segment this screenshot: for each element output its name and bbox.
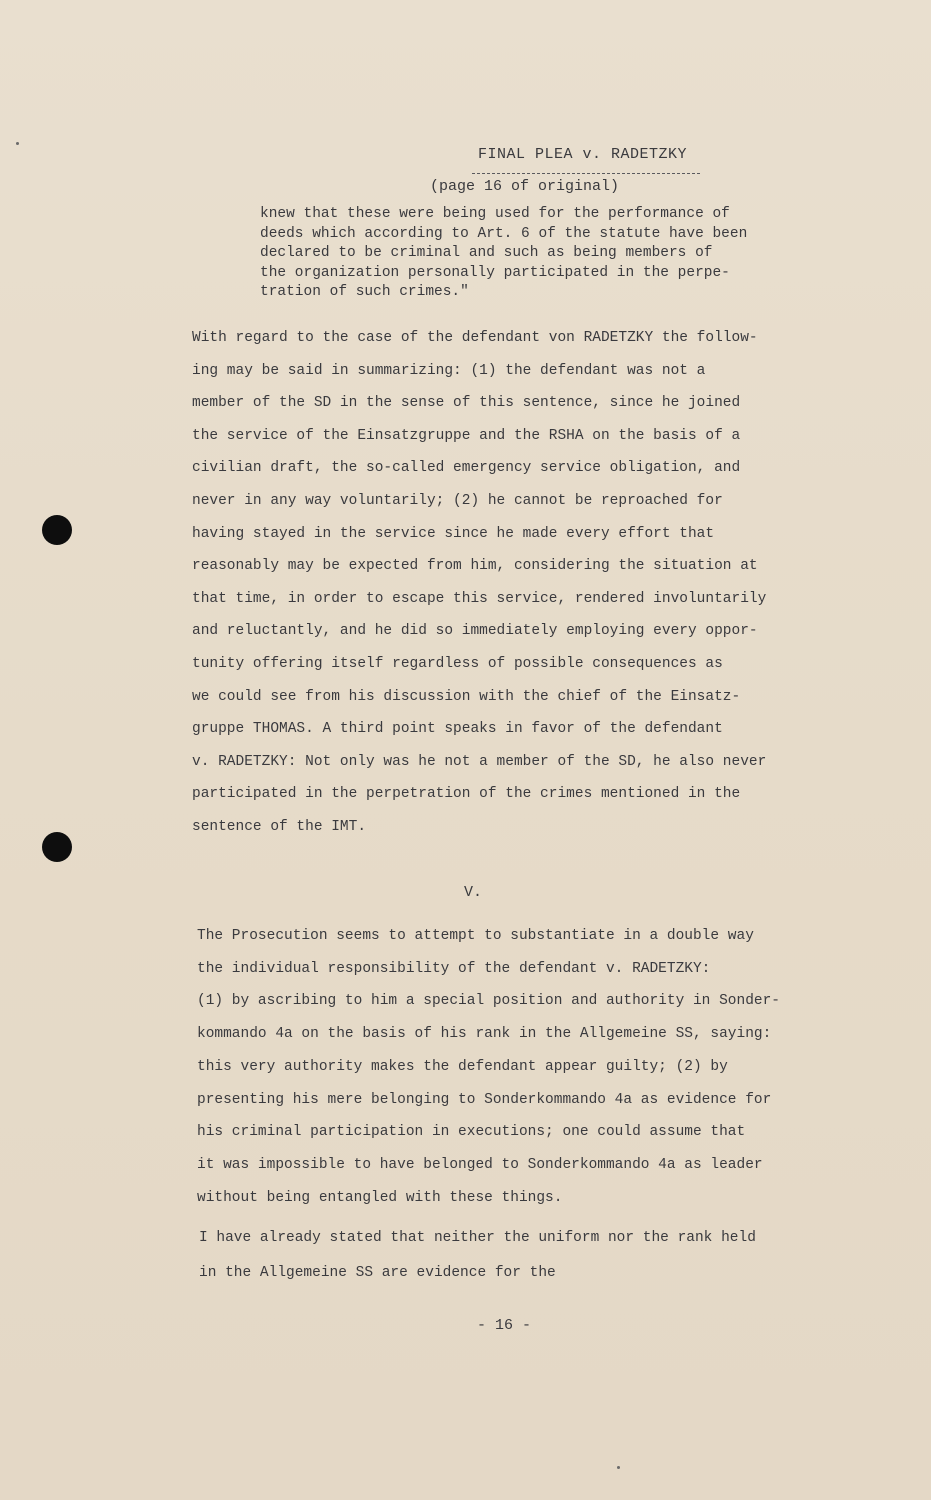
title-underline: [472, 173, 700, 174]
section-number: V.: [464, 884, 483, 901]
text-line: in the Allgemeine SS are evidence for the: [199, 1265, 556, 1281]
text-line: gruppe THOMAS. A third point speaks in favor of the defendant: [192, 721, 723, 738]
text-line: the service of the Einsatzgruppe and the RSHA on the basis of a: [192, 427, 741, 444]
text-line: (1) by ascribing to him a special position and authority in Sonder-: [197, 993, 780, 1010]
text-line: civilian draft, the so-called emergency service obligation, and: [192, 460, 741, 477]
text-line: tunity offering itself regardless of possible consequences as: [192, 655, 723, 672]
text-line: the individual responsibility of the defendant v. RADETZKY:: [197, 960, 711, 977]
text-line: member of the SD in the sense of this sentence, since he joined: [192, 395, 741, 412]
text-line: ing may be said in summarizing: (1) the defendant was not a: [192, 362, 706, 379]
quoted-passage: [260, 205, 820, 303]
text-line: kommando 4a on the basis of his rank in the Allgemeine SS, saying:: [197, 1026, 772, 1043]
page-number: - 16 -: [477, 1317, 532, 1334]
text-line: his criminal participation in executions; one could assume that: [197, 1124, 746, 1141]
paragraph-summary: [192, 322, 766, 844]
punch-hole-upper: [42, 515, 72, 545]
text-line: sentence of the IMT.: [192, 818, 367, 835]
paragraph-uniform: [199, 1221, 756, 1291]
text-line: With regard to the case of the defendant von RADETZKY the follow-: [192, 330, 758, 346]
paper-speck: [16, 142, 19, 145]
paragraph-prosecution: [197, 920, 780, 1214]
punch-hole-lower: [42, 832, 72, 862]
text-line: presenting his mere belonging to Sonderkommando 4a as evidence for: [197, 1091, 772, 1108]
text-line: v. RADETZKY: Not only was he not a member of the SD, he also never: [192, 753, 767, 770]
text-line: it was impossible to have belonged to Sonderkommando 4a as leader: [197, 1156, 763, 1173]
text-line: never in any way voluntarily; (2) he cannot be reproached for: [192, 492, 723, 509]
text-line: I have already stated that neither the uniform nor the rank held: [199, 1230, 756, 1246]
paper-speck: [617, 1466, 620, 1469]
text-line: having stayed in the service since he made every effort that: [192, 525, 715, 542]
text-line: this very authority makes the defendant appear guilty; (2) by: [197, 1058, 728, 1075]
text-line: participated in the perpetration of the crimes mentioned in the: [192, 786, 741, 803]
text-line: deeds which according to Art. 6 of the statute have been: [260, 225, 748, 242]
text-line: we could see from his discussion with the chief of the Einsatz-: [192, 688, 741, 705]
text-line: and reluctantly, and he did so immediately employing every oppor-: [192, 623, 758, 640]
text-line: that time, in order to escape this service, rendered involuntarily: [192, 590, 767, 607]
text-line: knew that these were being used for the performance of: [260, 206, 730, 222]
text-line: The Prosecution seems to attempt to substantiate in a double way: [197, 928, 754, 944]
plea-title: FINAL PLEA v. RADETZKY: [478, 146, 688, 163]
text-line: without being entangled with these things.: [197, 1189, 563, 1206]
page-reference: (page 16 of original): [430, 178, 620, 195]
text-line: tration of such crimes.": [260, 284, 469, 301]
text-line: the organization personally participated in the perpe-: [260, 264, 730, 281]
text-line: reasonably may be expected from him, considering the situation at: [192, 558, 758, 575]
text-line: declared to be criminal and such as being members of: [260, 245, 713, 262]
